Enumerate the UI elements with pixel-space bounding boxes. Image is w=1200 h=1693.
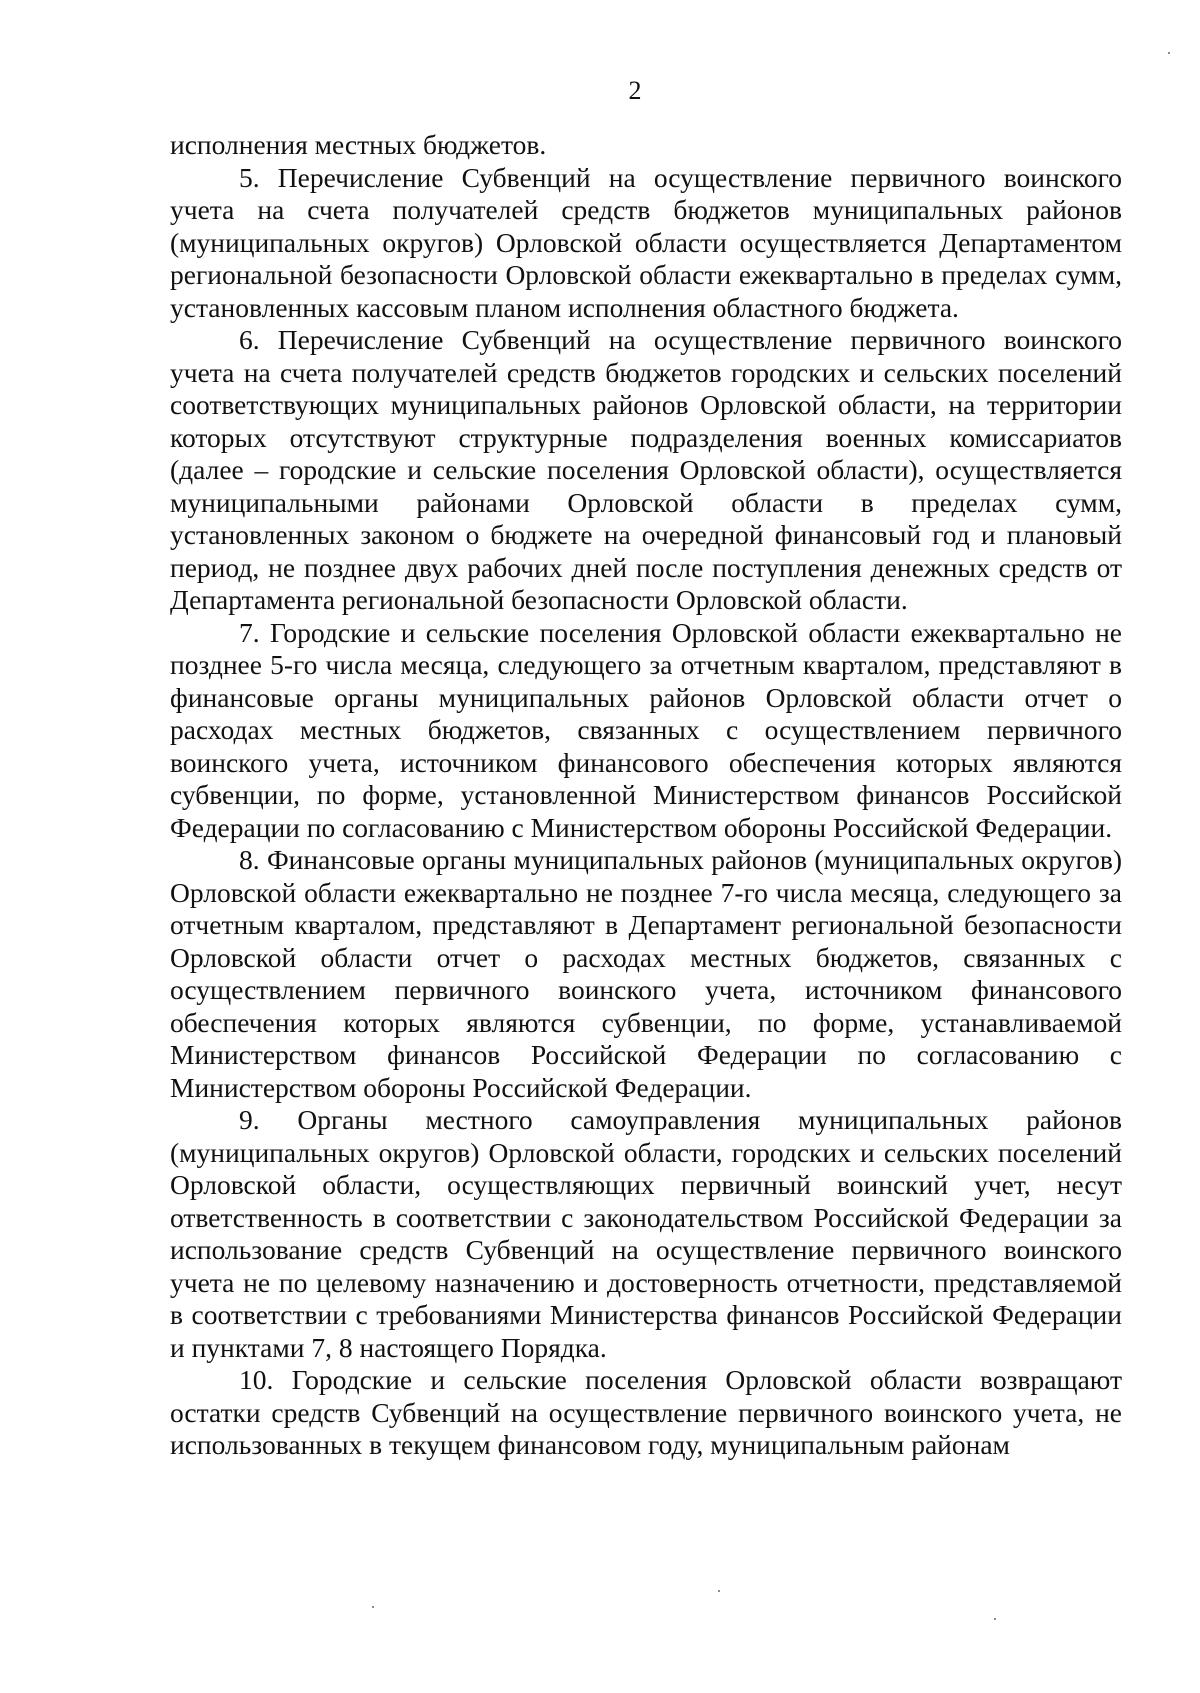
paragraph-item-5: 5. Перечисление Субвенций на осуществление первичного воинского учета на счета получателей средств бюджетов муниципальных районов (муниципальных округов) Орловской области осуществляется Департаментом региональной безопасности Орловской области ежеквартально в пределах сумм, установленных кассовым планом исполнения областного бюджета. xyxy=(170,161,1122,323)
scan-speck xyxy=(1168,52,1170,54)
scan-speck xyxy=(372,1606,374,1608)
document-body xyxy=(170,129,1122,1462)
scan-speck xyxy=(718,1590,720,1592)
paragraph-item-9: 9. Органы местного самоуправления муниципальных районов (муниципальных округов) Орловской области, городских и сельских поселений Орловской области, осуществляющих первичный воинский учет, несут ответственность в соответствии с законодательством Российской Федерации за использование средств Субвенций на осуществление первичного воинского учета не по целевому назначению и достоверность отчетности, представляемой в соответствии с требованиями Министерства финансов Российской Федерации и пунктами 7, 8 настоящего Порядка. xyxy=(170,1104,1122,1363)
paragraph-item-10: 10. Городские и сельские поселения Орловской области возвращают остатки средств Субвенций на осуществление первичного воинского учета, не использованных в текущем финансовом году, муниципальным районам xyxy=(170,1364,1122,1460)
paragraph-item-7: 7. Городские и сельские поселения Орловской области ежеквартально не позднее 5-го числа месяца, следующего за отчетным кварталом, представляют в финансовые органы муниципальных районов Орловской области отчет о расходах местных бюджетов, связанных с осуществлением первичного воинского учета, источником финансового обеспечения которых являются субвенции, по форме, установленной Министерством финансов Российской Федерации по согласованию с Министерством обороны Российской Федерации. xyxy=(170,616,1122,843)
page-number: 2 xyxy=(628,76,642,105)
scan-speck xyxy=(994,1618,996,1620)
paragraph-item-6: 6. Перечисление Субвенций на осуществление первичного воинского учета на счета получателей средств бюджетов городских и сельских поселений соответствующих муниципальных районов Орловской области, на территории которых отсутствуют структурные подразделения военных комиссариатов (далее – городские и сельские поселения Орловской области), осуществляется муниципальными районами Орловской области в пределах сумм, установленных законом о бюджете на очередной финансовый год и плановый период, не позднее двух рабочих дней после поступления денежных средств от Департамента региональной безопасности Орловской области. xyxy=(170,324,1122,615)
paragraph-continuation: исполнения местных бюджетов. xyxy=(170,129,547,160)
paragraph-item-8: 8. Финансовые органы муниципальных районов (муниципальных округов) Орловской области ежеквартально не позднее 7-го числа месяца, следующего за отчетным кварталом, представляют в Департамент региональной безопасности Орловской области отчет о расходах местных бюджетов, связанных с осуществлением первичного воинского учета, источником финансового обеспечения которых являются субвенции, по форме, устанавливаемой Министерством финансов Российской Федерации по согласованию с Министерством обороны Российской Федерации. xyxy=(170,844,1122,1103)
